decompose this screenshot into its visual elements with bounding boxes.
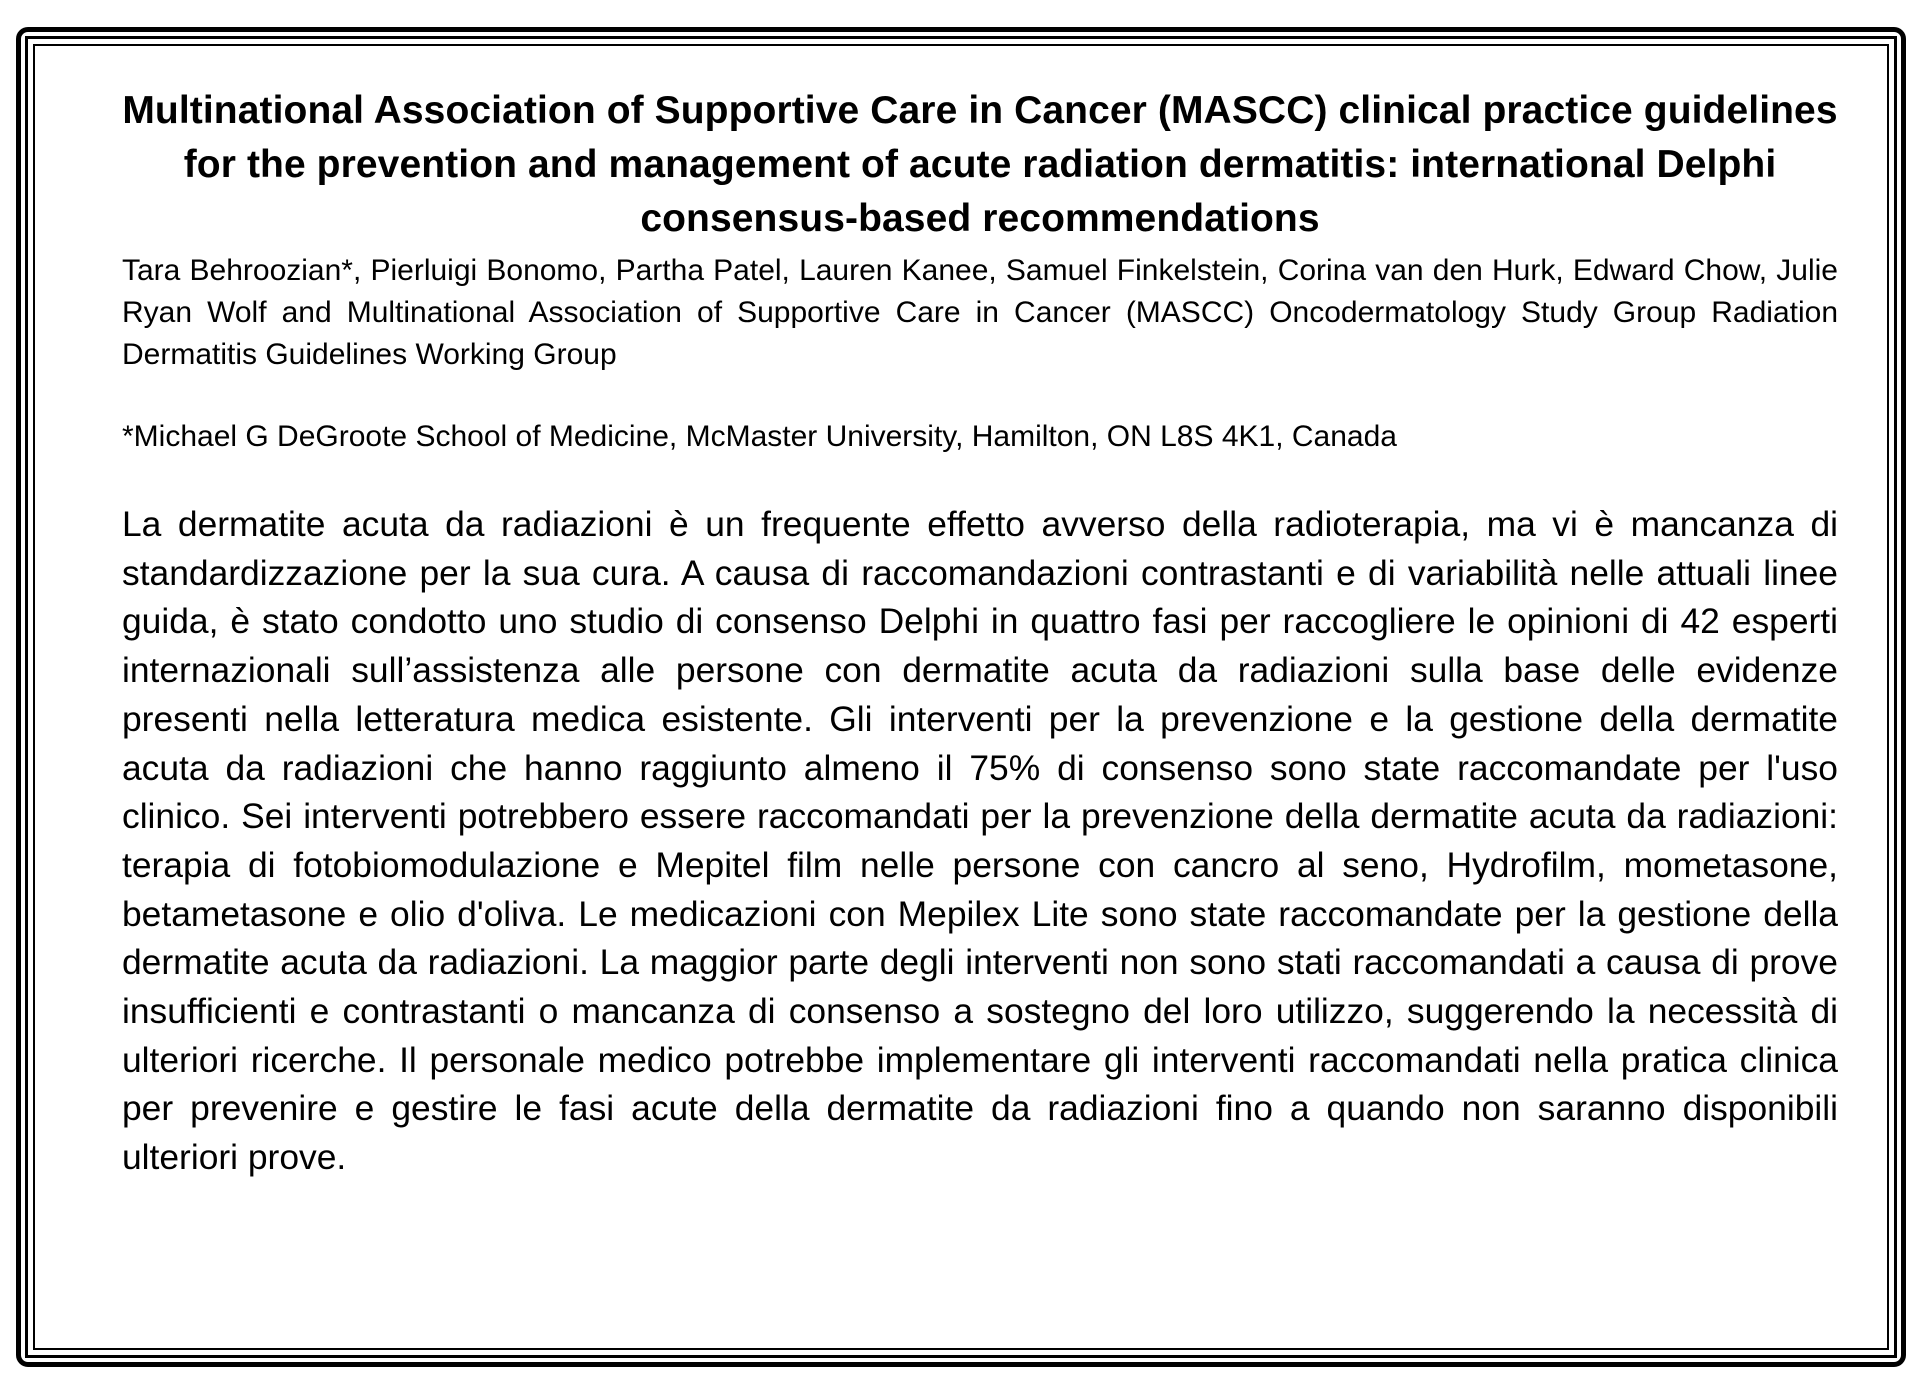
author-affiliation: *Michael G DeGroote School of Medicine, McMaster University, Hamilton, ON L8S 4K1, Canada <box>122 420 1397 453</box>
author-list: Tara Behroozian*, Pierluigi Bonomo, Partha Patel, Lauren Kanee, Samuel Finkelstein, Corina van den Hurk, Edward Chow, Julie Ryan Wolf and Multinational Association of Supportive Care in Cancer (MASCC) Oncodermatology Study Group Radiation Dermatitis Guidelines Working Group <box>122 254 1838 371</box>
document-content <box>122 84 1838 1182</box>
abstract-text: La dermatite acuta da radiazioni è un frequente effetto avverso della radioterapia, ma vi è mancanza di standardizzazione per la sua cura. A causa di raccomandazioni contrastanti e di variabilità nelle attuali linee guida, è stato condotto uno studio di consenso Delphi in quattro fasi per raccogliere le opinioni di 42 esperti internazionali sull’assistenza alle persone con dermatite acuta da radiazioni sulla base delle evidenze presenti nella letteratura medica esistente. Gli interventi per la prevenzione e la gestione della dermatite acuta da radiazioni che hanno raggiunto almeno il 75% di consenso sono state raccomandate per l'uso clinico. Sei interventi potrebbero essere raccomandati per la prevenzione della dermatite acuta da radiazioni: terapia di fotobiomodulazione e Mepitel film nelle persone con cancro al seno, Hydrofilm, mometasone, betametasone e olio d'oliva. Le medicazioni con Mepilex Lite sono state raccomandate per la gestione della dermatite acuta da radiazioni. La maggior parte degli interventi non sono stati raccomandati a causa di prove insufficienti e contrastanti o mancanza di consenso a sostegno del loro utilizzo, suggerendo la necessità di ulteriori ricerche. Il personale medico potrebbe implementare gli interventi raccomandati nella pratica clinica per prevenire e gestire le fasi acute della dermatite da radiazioni fino a quando non saranno disponibili ulteriori prove. <box>122 504 1838 1178</box>
document-title: Multinational Association of Supportive Care in Cancer (MASCC) clinical practice guidelines for the prevention and management of acute radiation dermatitis: international Delphi consensus-based recommendations <box>122 89 1838 240</box>
